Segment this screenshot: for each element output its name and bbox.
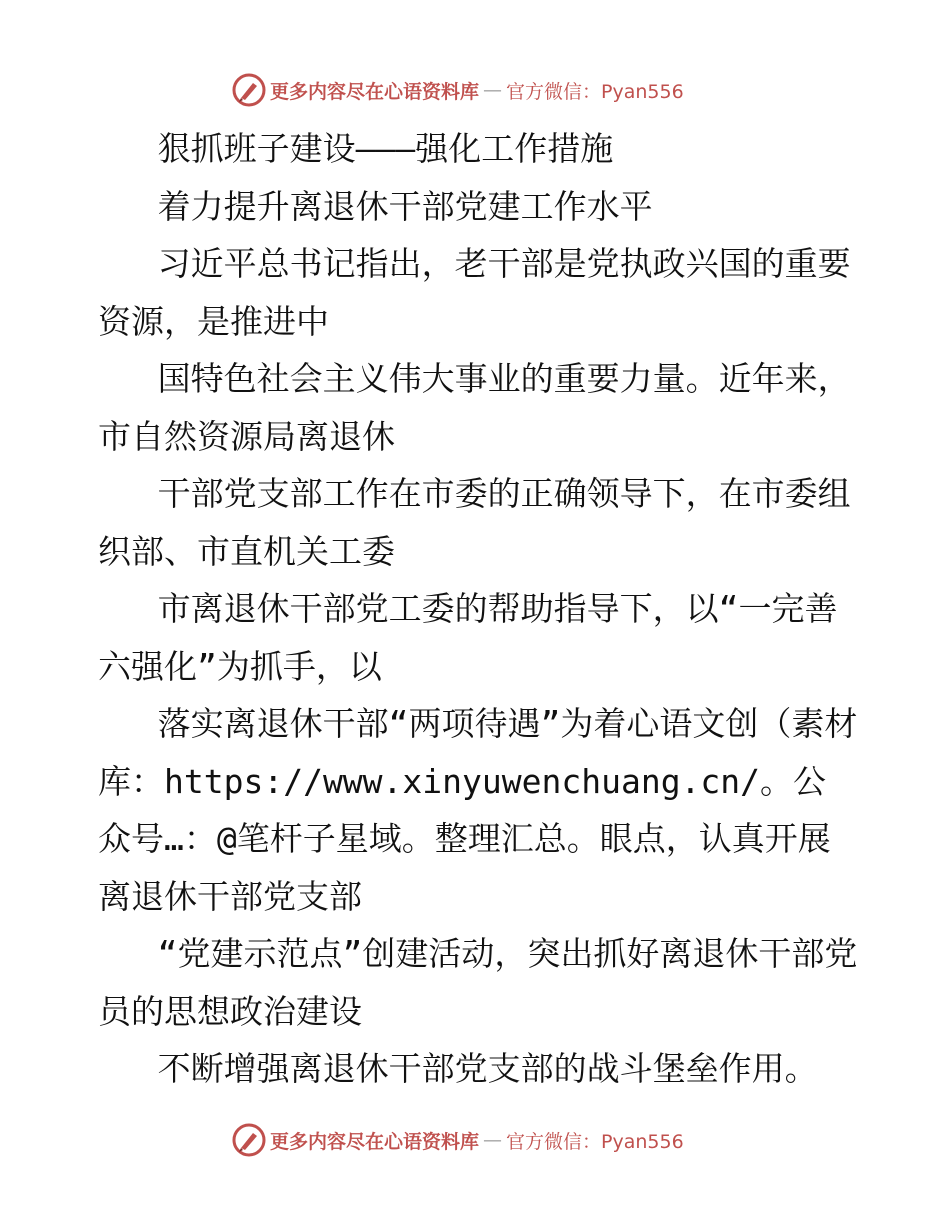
paragraph: 落实离退休干部“两项待遇”为着心语文创（素材库：https://www.xinyuwenchuang.cn/。公众号…：@笔杆子星域。整理汇总。眼点，认真开展离退休干部党支部 — [98, 704, 858, 916]
footer-brand-text: 更多内容尽在心语资料库 — [270, 1130, 480, 1153]
title-line-2: 着力提升离退休干部党建工作水平 — [98, 186, 653, 226]
title-line-1: 狠抓班子建设———强化工作措施 — [98, 129, 614, 168]
header-banner — [232, 72, 684, 108]
paragraph: 市离退休干部党工委的帮助指导下，以“一完善六强化”为抓手，以 — [98, 589, 838, 686]
paragraph: 不断增强离退休干部党支部的战斗堡垒作用。 — [98, 1049, 818, 1088]
pen-logo-icon — [232, 1123, 266, 1157]
footer-banner — [232, 1122, 684, 1158]
paragraph: 习近平总书记指出，老干部是党执政兴国的重要资源，是推进中 — [98, 244, 851, 341]
pen-logo-icon — [232, 73, 266, 107]
paragraph: 国特色社会主义伟大事业的重要力量。近年来，市自然资源局离退休 — [98, 359, 851, 456]
header-wechat-text: 官方微信：Pyan556 — [506, 80, 684, 103]
paragraph: 干部党支部工作在市委的正确领导下，在市委组织部、市直机关工委 — [98, 474, 851, 571]
footer-wechat-text: 官方微信：Pyan556 — [506, 1130, 684, 1153]
footer-separator: — — [483, 1129, 503, 1151]
paragraph: “党建示范点”创建活动，突出抓好离退休干部党员的思想政治建设 — [98, 934, 858, 1031]
header-brand-text: 更多内容尽在心语资料库 — [270, 80, 480, 103]
document-body — [98, 120, 858, 1098]
header-separator: — — [483, 79, 503, 101]
